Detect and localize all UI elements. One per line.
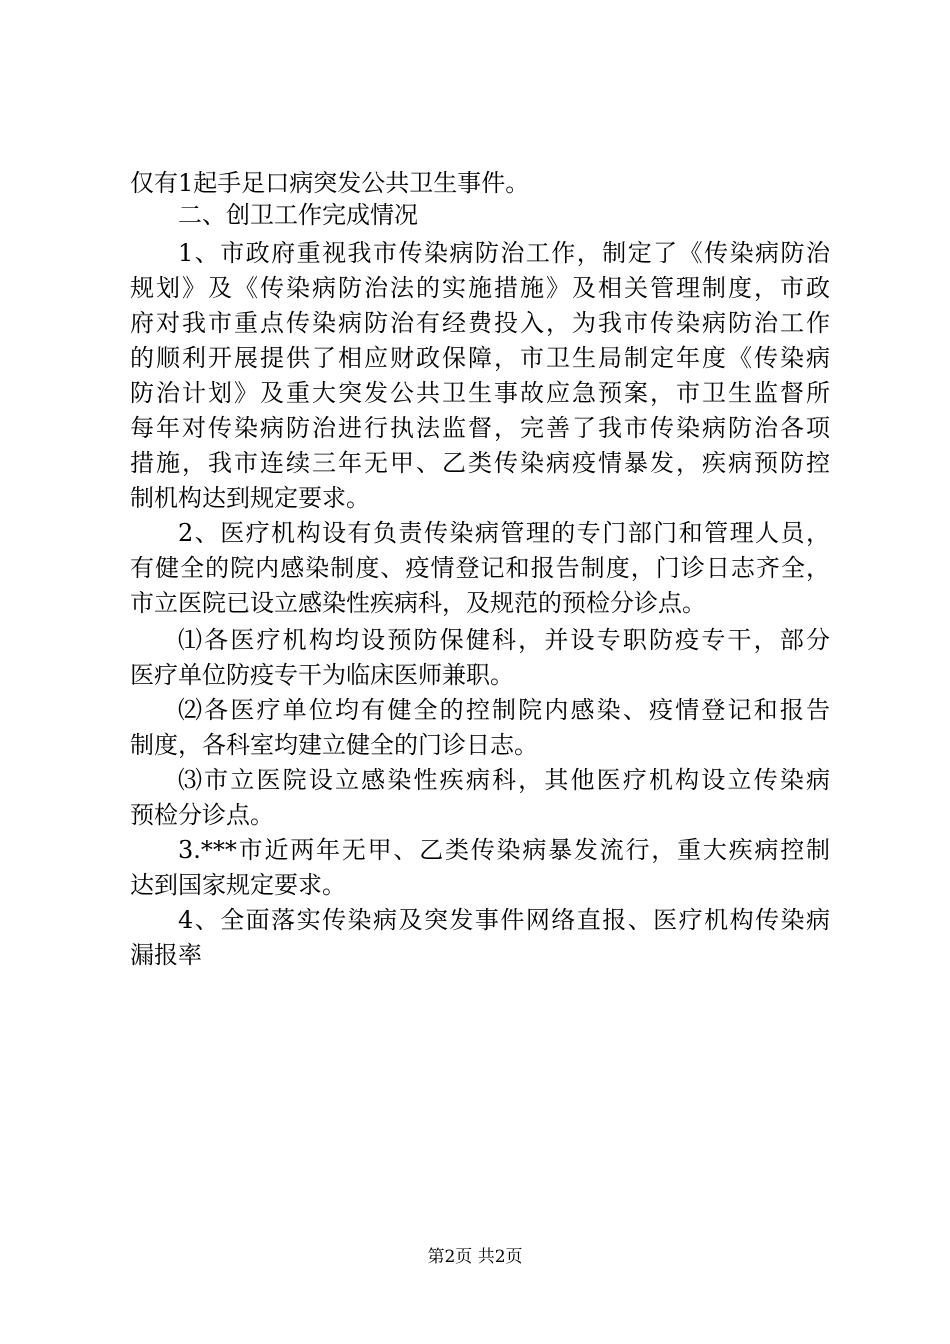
text-line: 规划》及《传染病防治法的实施措施》及相关管理制度，市政 [130,274,830,302]
text-line: 达到国家规定要求。 [130,871,346,899]
text-line: ⑶市立医院设立感染性疾病科，其他医疗机构设立传染病 [178,766,830,794]
text-line: 市立医院已设立感染性疾病科，及规范的预检分诊点。 [130,589,706,617]
text-line: 仅有1起手足口病突发公共卫生事件。 [130,169,530,197]
text-line: 的顺利开展提供了相应财政保障，市卫生局制定年度《传染病 [130,344,830,372]
text-line: 有健全的院内感染制度、疫情登记和报告制度，门诊日志齐全， [130,554,830,582]
text-line: 3.***市近两年无甲、乙类传染病暴发流行，重大疾病控制 [178,836,830,864]
text-line: 预检分诊点。 [130,801,274,829]
text-line: 漏报率 [130,941,202,969]
text-line: 制度，各科室均建立健全的门诊日志。 [130,731,538,759]
text-line: 府对我市重点传染病防治有经费投入，为我市传染病防治工作 [130,309,830,337]
text-line: 4、全面落实传染病及突发事件网络直报、医疗机构传染病 [178,906,830,934]
text-line: 医疗单位防疫专干为临床医师兼职。 [130,661,514,689]
text-line: 每年对传染病防治进行执法监督，完善了我市传染病防治各项 [130,414,830,442]
text-line: 2、医疗机构设有负责传染病管理的专门部门和管理人员， [178,519,830,547]
section-heading: 二、创卫工作完成情况 [178,201,418,229]
page-number-footer: 第2页 共2页 [427,1247,523,1267]
text-line: ⑴各医疗机构均设预防保健科，并设专职防疫专干，部分 [178,626,830,654]
text-line: 防治计划》及重大突发公共卫生事故应急预案，市卫生监督所 [130,379,830,407]
text-line: 措施，我市连续三年无甲、乙类传染病疫情暴发，疾病预防控 [130,449,830,477]
text-line: 1、市政府重视我市传染病防治工作，制定了《传染病防治 [178,239,830,267]
text-line: ⑵各医疗单位均有健全的控制院内感染、疫情登记和报告 [178,696,830,724]
text-line: 制机构达到规定要求。 [130,484,370,512]
